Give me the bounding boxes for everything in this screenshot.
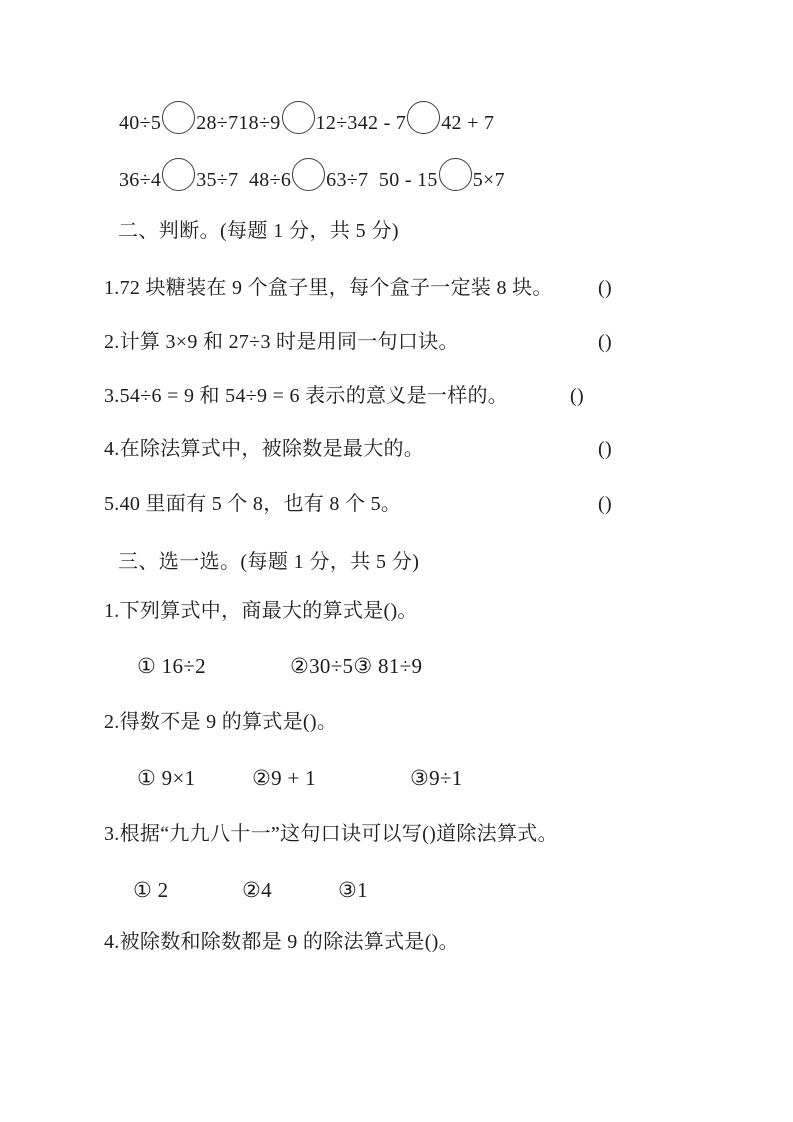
choice-option: ③1 [338, 878, 368, 902]
expression-text: 28÷718÷9 [196, 112, 281, 134]
judge-item-text: 5.40 里面有 5 个 8，也有 8 个 5。 [104, 493, 402, 515]
choice-question-stem: 1.下列算式中，商最大的算式是()。 [104, 600, 418, 622]
expression-text: 63÷7 50 - 15 [326, 169, 438, 191]
answer-paren-blank: () [598, 438, 612, 460]
choice-question-stem: 2.得数不是 9 的算式是()。 [104, 711, 338, 733]
choice-option: ① 16÷2 [137, 654, 206, 678]
choice-question-stem: 3.根据“九九八十一”这句口诀可以写()道除法算式。 [104, 823, 558, 845]
expression-text: 36÷4 [119, 169, 162, 191]
answer-paren-blank: () [598, 331, 612, 353]
expression-text: 42 + 7 [441, 112, 495, 134]
choice-section-header: 三、选一选。(每题 1 分，共 5 分) [118, 551, 420, 573]
choice-option: ③9÷1 [410, 766, 463, 790]
judge-item-text: 3.54÷6 = 9 和 54÷9 = 6 表示的意义是一样的。 [104, 385, 509, 407]
expression-text: 40÷5 [119, 112, 162, 134]
judge-item-text: 1.72 块糖装在 9 个盒子里，每个盒子一定装 8 块。 [104, 277, 553, 299]
judge-section-header: 二、判断。(每题 1 分，共 5 分) [118, 220, 399, 242]
answer-paren-blank: () [598, 277, 612, 299]
answer-paren-blank: () [598, 493, 612, 515]
choice-options-row [0, 653, 793, 683]
choice-option: ②9 + 1 [252, 766, 316, 790]
choice-options-row [0, 877, 793, 907]
choice-options-row [0, 765, 793, 795]
answer-paren-blank: () [570, 385, 584, 407]
expression-text: 5×7 [472, 169, 505, 191]
choice-option: ① 9×1 [137, 766, 196, 790]
expression-text: 12÷342 - 7 [315, 112, 407, 134]
choice-option: ②30÷5③ 81÷9 [290, 654, 423, 678]
choice-option: ① 2 [133, 878, 169, 902]
judge-item-text: 2.计算 3×9 和 27÷3 时是用同一句口诀。 [104, 331, 459, 353]
choice-option: ②4 [242, 878, 272, 902]
judge-item-text: 4.在除法算式中，被除数是最大的。 [104, 438, 425, 460]
choice-question-stem: 4.被除数和除数都是 9 的除法算式是()。 [104, 931, 459, 953]
expression-text: 35÷7 48÷6 [196, 169, 292, 191]
